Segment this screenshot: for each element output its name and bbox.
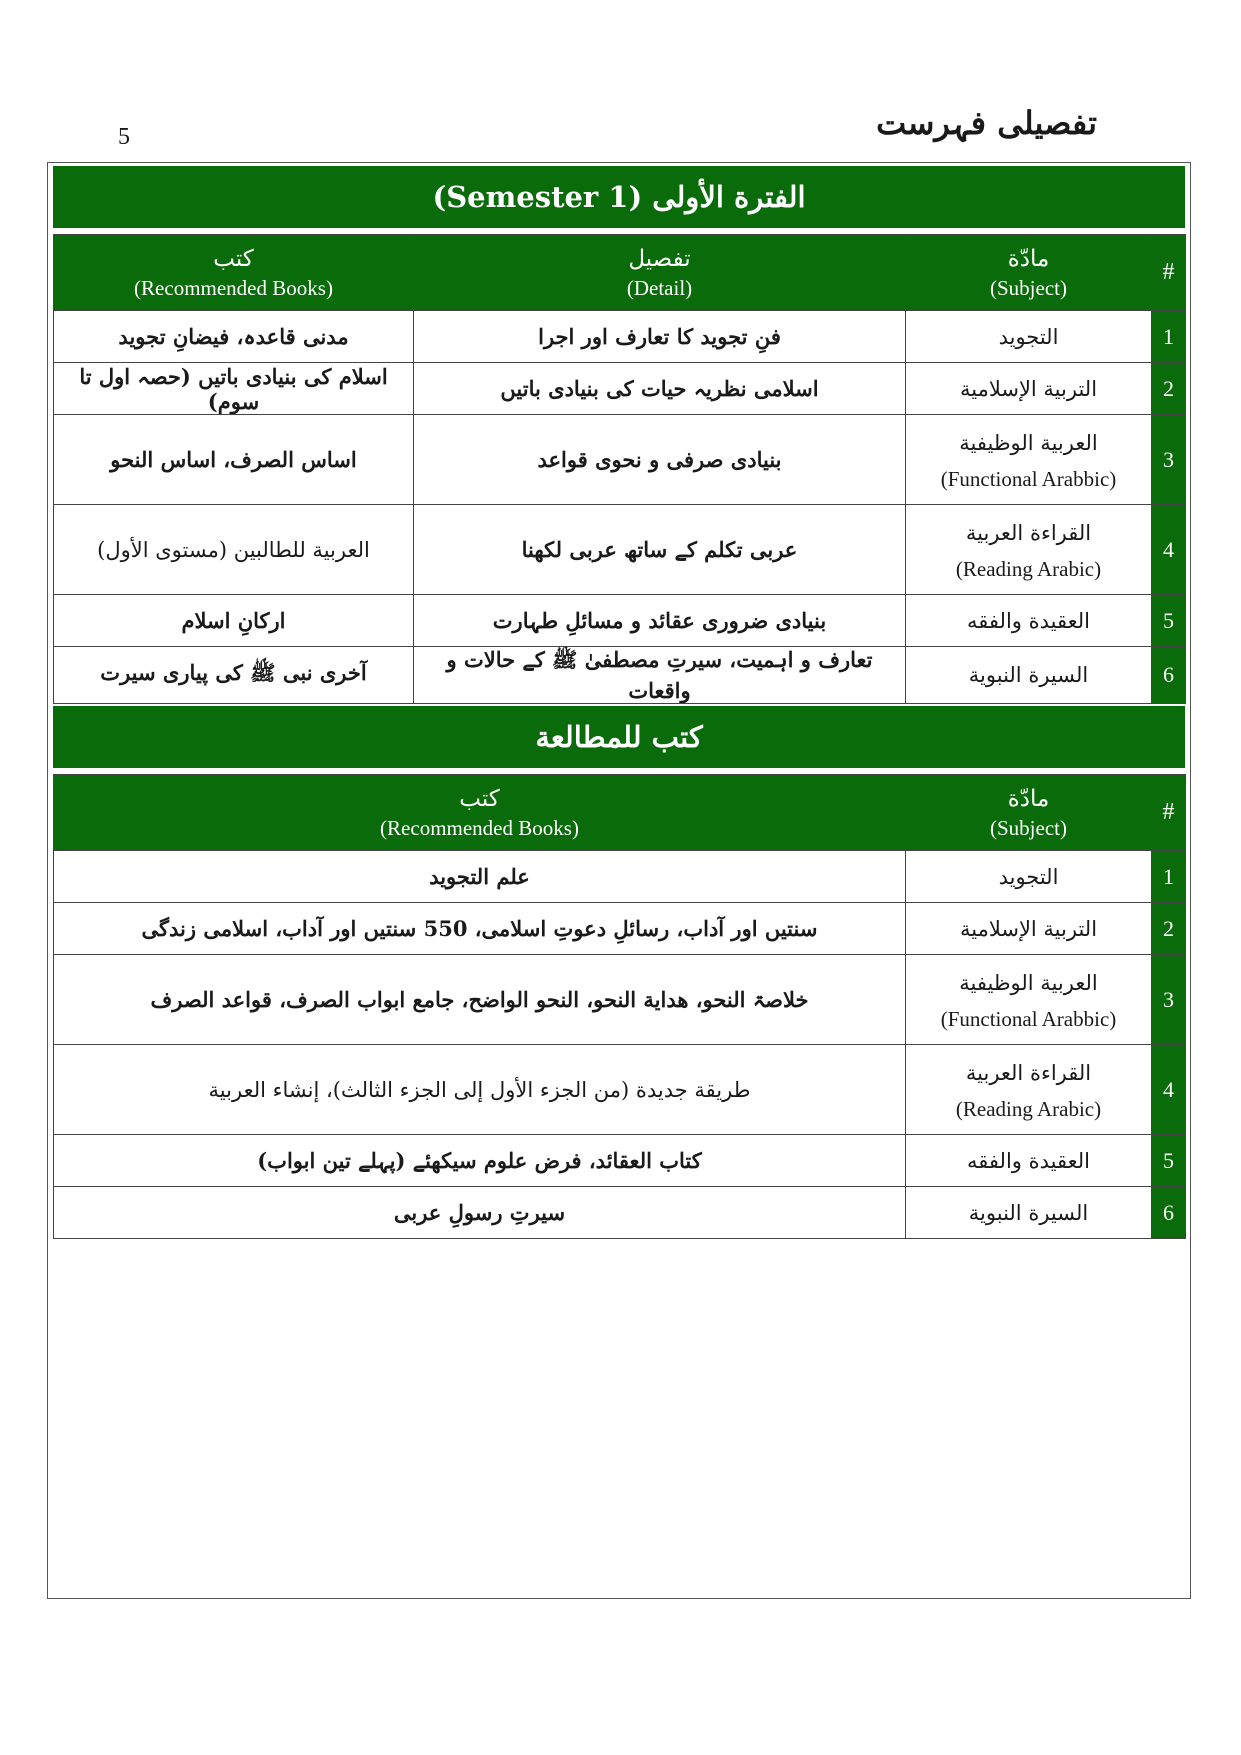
row-subject-ar: السيرة النبوية — [968, 1200, 1089, 1225]
row-books: خلاصۃ النحو، هداية النحو، النحو الواضح، جامع ابواب الصرف، قواعد الصرف — [54, 955, 906, 1045]
semester-header-subject — [906, 235, 1152, 311]
row-detail: بنیادی ضروری عقائد و مسائلِ طہارت — [414, 595, 906, 647]
row-subject-en: (Functional Arabbic) — [940, 1006, 1117, 1031]
row-number: 4 — [1152, 505, 1186, 595]
page-heading: تفصیلی فہرست — [876, 104, 1097, 142]
reading-header-subject-en: (Subject) — [990, 815, 1067, 840]
row-subject-ar: العربية الوظيفية — [959, 430, 1098, 455]
semester-header-row — [54, 235, 1186, 311]
row-books: کتاب العقائد، فرض علوم سیکھئے (پہلے تین ابواب) — [54, 1135, 906, 1187]
reading-table — [53, 774, 1186, 1239]
row-books: العربية للطالبين (مستوى الأول) — [54, 505, 414, 595]
semester-title-text: الفترة الأولى (Semester 1) — [432, 180, 806, 214]
table-row — [54, 1045, 1186, 1135]
reading-header-books-en: (Recommended Books) — [380, 815, 579, 840]
table-row — [54, 955, 1186, 1045]
row-subject-en: (Reading Arabic) — [955, 556, 1102, 581]
row-detail: تعارف و اہمیت، سیرتِ مصطفیٰ ﷺ کے حالات و واقعات — [414, 647, 906, 704]
reading-header-subject — [906, 775, 1152, 851]
table-row — [54, 1135, 1186, 1187]
row-books: علم التجوید — [54, 851, 906, 903]
row-number: 3 — [1152, 955, 1186, 1045]
semester-header-books-en: (Recommended Books) — [134, 275, 333, 300]
semester-header-subject-ar: مادّة — [1007, 245, 1050, 272]
row-subject — [906, 851, 1152, 903]
reading-header-books-ar: کتب — [459, 785, 500, 812]
row-subject-ar: التجويد — [998, 864, 1059, 889]
table-row — [54, 647, 1186, 704]
row-subject — [906, 505, 1152, 595]
semester-header-hash: # — [1152, 235, 1186, 311]
row-books: سیرتِ رسولِ عربی — [54, 1187, 906, 1239]
row-number: 1 — [1152, 311, 1186, 363]
semester-title — [53, 166, 1185, 228]
table-row — [54, 903, 1186, 955]
semester-header-subject-en: (Subject) — [990, 275, 1067, 300]
row-detail: فنِ تجوید کا تعارف اور اجرا — [414, 311, 906, 363]
row-subject-en: (Reading Arabic) — [955, 1096, 1102, 1121]
semester-header-detail — [414, 235, 906, 311]
row-subject-ar: القراءة العربية — [965, 1060, 1092, 1085]
row-subject-ar: التربية الإسلامية — [959, 916, 1098, 941]
row-books: سنتیں اور آداب، رسائلِ دعوتِ اسلامی، 550 سنتیں اور آداب، اسلامی زندگی — [54, 903, 906, 955]
reading-header-hash: # — [1152, 775, 1186, 851]
row-books: ارکانِ اسلام — [54, 595, 414, 647]
row-books: آخری نبی ﷺ کی پیاری سیرت — [54, 647, 414, 704]
row-number: 5 — [1152, 595, 1186, 647]
semester-header-detail-ar: تفصیل — [628, 245, 691, 272]
row-number: 5 — [1152, 1135, 1186, 1187]
table-row — [54, 595, 1186, 647]
reading-title — [53, 706, 1185, 768]
row-subject — [906, 363, 1152, 415]
row-detail: اسلامی نظریہ حیات کی بنیادی باتیں — [414, 363, 906, 415]
row-books: اسلام کی بنیادی باتیں (حصہ اول تا سوم) — [54, 363, 414, 415]
row-subject — [906, 903, 1152, 955]
row-subject — [906, 1135, 1152, 1187]
row-subject-en: (Functional Arabbic) — [940, 466, 1117, 491]
row-subject — [906, 647, 1152, 704]
row-subject — [906, 415, 1152, 505]
table-row — [54, 851, 1186, 903]
row-subject — [906, 955, 1152, 1045]
table-row — [54, 505, 1186, 595]
row-subject — [906, 595, 1152, 647]
row-number: 1 — [1152, 851, 1186, 903]
row-subject — [906, 1187, 1152, 1239]
row-number: 2 — [1152, 363, 1186, 415]
reading-header-subject-ar: مادّة — [1007, 785, 1050, 812]
row-subject — [906, 311, 1152, 363]
row-subject-ar: العقيدة والفقه — [967, 1148, 1090, 1173]
table-row — [54, 1187, 1186, 1239]
table-row — [54, 363, 1186, 415]
reading-title-text: كتب للمطالعة — [535, 720, 703, 754]
row-books: طريقة جديدة (من الجزء الأول إلى الجزء الثالث)، إنشاء العربية — [54, 1045, 906, 1135]
row-books: مدنی قاعدہ، فیضانِ تجوید — [54, 311, 414, 363]
semester-header-detail-en: (Detail) — [626, 275, 693, 300]
row-subject-ar: التربية الإسلامية — [959, 376, 1098, 401]
reading-header-row — [54, 775, 1186, 851]
reading-header-books — [54, 775, 906, 851]
row-subject-ar: السيرة النبوية — [968, 663, 1089, 687]
row-subject-ar: العقيدة والفقه — [967, 608, 1090, 633]
semester-header-books-ar: کتب — [213, 245, 254, 272]
row-subject — [906, 1045, 1152, 1135]
table-row — [54, 311, 1186, 363]
row-subject-ar: التجويد — [998, 324, 1059, 349]
row-detail: بنیادی صرفی و نحوی قواعد — [414, 415, 906, 505]
row-number: 6 — [1152, 647, 1186, 704]
row-books: اساس الصرف، اساس النحو — [54, 415, 414, 505]
semester-header-books — [54, 235, 414, 311]
row-number: 2 — [1152, 903, 1186, 955]
row-subject-ar: العربية الوظيفية — [959, 970, 1098, 995]
row-number: 4 — [1152, 1045, 1186, 1135]
semester-table — [53, 234, 1186, 704]
row-detail: عربی تکلم کے ساتھ عربی لکھنا — [414, 505, 906, 595]
row-number: 6 — [1152, 1187, 1186, 1239]
page-number: 5 — [118, 124, 130, 150]
row-number: 3 — [1152, 415, 1186, 505]
table-row — [54, 415, 1186, 505]
row-subject-ar: القراءة العربية — [965, 520, 1092, 545]
